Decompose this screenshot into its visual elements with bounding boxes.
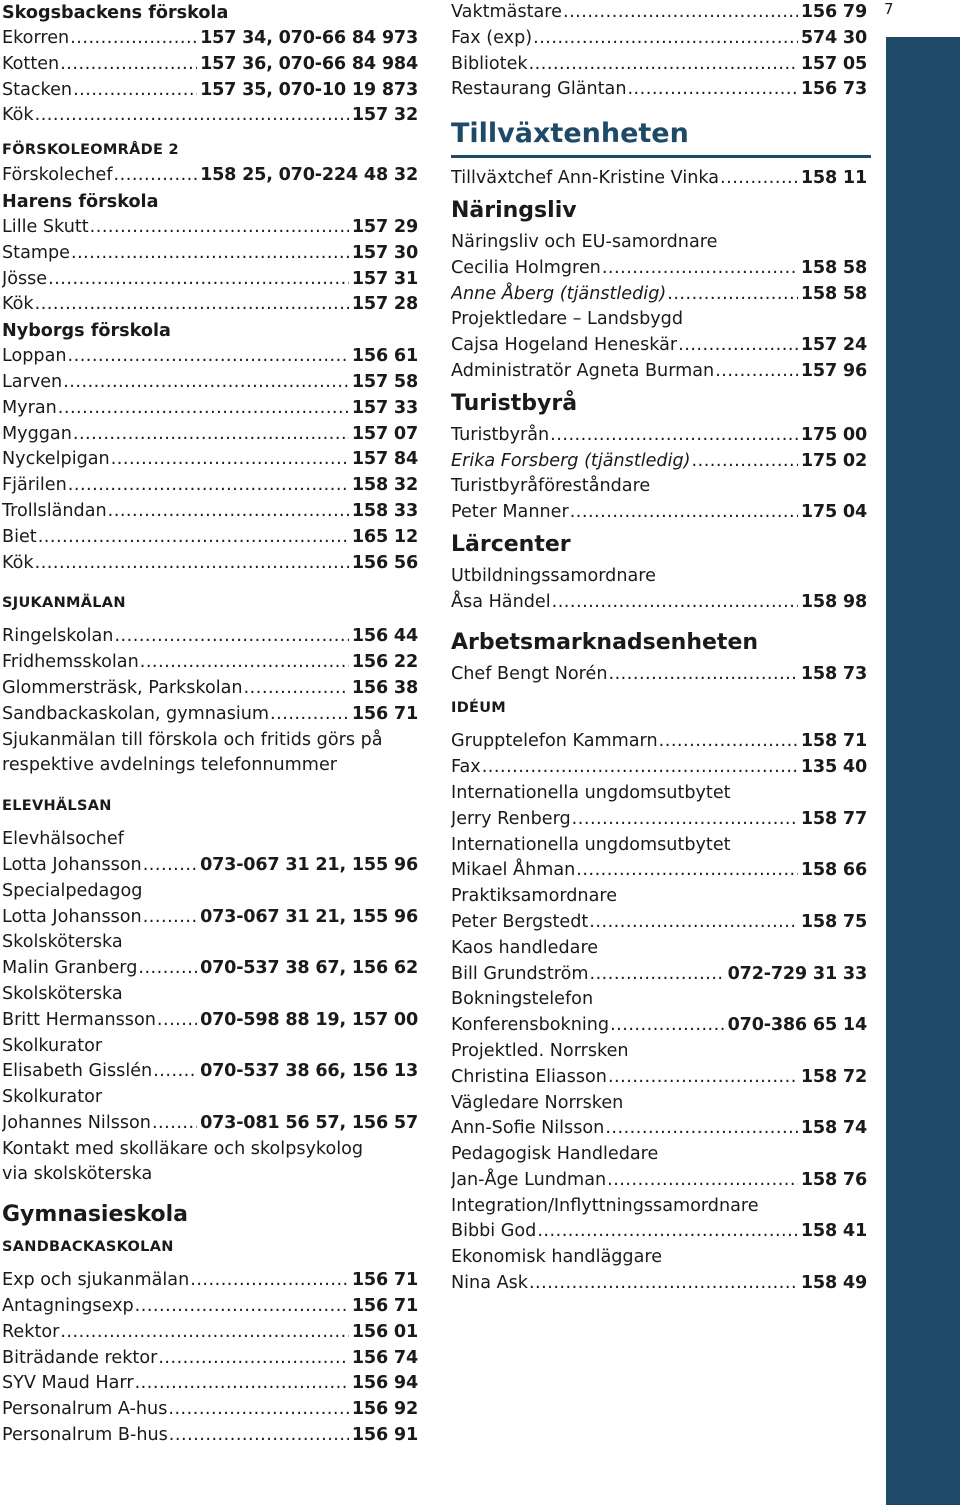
section-title-harens: Harens förskola xyxy=(2,191,159,212)
section-title-arbetsmarknadsenheten: Arbetsmarknadsenheten xyxy=(451,629,759,655)
entry-name: Kök xyxy=(2,552,34,573)
entry-number: 070-598 88 19, 157 00 xyxy=(200,1009,418,1030)
entry-number: 073-067 31 21, 155 96 xyxy=(200,906,418,927)
dot-leader xyxy=(570,500,798,526)
directory-row xyxy=(451,1168,867,1194)
entry-name: Sandbackaskolan, gymnasium xyxy=(2,703,270,724)
directory-row xyxy=(2,1423,418,1449)
entry-number: 156 71 xyxy=(351,1296,418,1317)
entry-name: Biträdande rektor xyxy=(2,1347,158,1368)
entry-name: Erika Forsberg (tjänstledig) xyxy=(451,450,691,471)
role-label: Skolkurator xyxy=(2,1087,103,1108)
page-number: 7 xyxy=(884,0,894,18)
entry-name: Ringelskolan xyxy=(2,626,114,647)
note-text: via skolsköterska xyxy=(2,1164,153,1185)
entry-number: 158 33 xyxy=(351,500,418,521)
dot-leader xyxy=(529,52,798,78)
entry-number: 157 34, 070-66 84 973 xyxy=(200,28,418,48)
directory-row xyxy=(2,1111,418,1137)
directory-row xyxy=(2,370,418,396)
directory-row xyxy=(451,962,867,988)
directory-row xyxy=(2,103,418,129)
directory-row xyxy=(2,215,418,241)
entry-name: Cajsa Hogeland Heneskär xyxy=(451,335,678,356)
entry-number: 070-537 38 67, 156 62 xyxy=(200,958,418,979)
directory-row xyxy=(451,755,867,781)
entry-name: Jerry Renberg xyxy=(451,808,571,829)
entry-number: 156 79 xyxy=(800,2,867,22)
entry-number: 157 31 xyxy=(351,268,418,289)
directory-row xyxy=(451,662,867,688)
entry-number: 158 49 xyxy=(800,1273,867,1294)
directory-row xyxy=(2,163,418,189)
section-title-skogsbacken: Skogsbackens förskola xyxy=(2,3,229,23)
section-title-elevhalsan: ELEVHÄLSAN xyxy=(2,798,112,815)
entry-name: Tillväxtchef Ann-Kristine Vinka xyxy=(451,168,720,189)
section-title-nyborgs: Nyborgs förskola xyxy=(2,321,171,342)
nyborgs-list xyxy=(2,344,418,576)
dot-leader xyxy=(158,1346,349,1372)
role-label: Vägledare Norrsken xyxy=(451,1092,624,1113)
role-label: Integration/Inflyttningssamordnare xyxy=(451,1195,759,1216)
entry-name: Kotten xyxy=(2,53,60,74)
entry-name: Larven xyxy=(2,371,63,392)
entry-number: 156 74 xyxy=(351,1347,418,1368)
skogsbacken-list xyxy=(2,26,418,129)
entry-number: 574 30 xyxy=(800,27,867,48)
directory-row xyxy=(2,853,418,879)
directory-row xyxy=(451,1065,867,1091)
entry-number: 175 04 xyxy=(800,502,867,523)
role-label: Projektled. Norrsken xyxy=(451,1040,629,1061)
dot-leader xyxy=(552,590,798,616)
directory-row xyxy=(451,590,867,616)
dot-leader xyxy=(35,551,349,577)
role-label: Näringsliv och EU-samordnare xyxy=(451,231,718,252)
entry-name: Åsa Händel xyxy=(451,591,551,612)
entry-number: 156 71 xyxy=(351,1270,418,1291)
entry-name: Antagningsexp xyxy=(2,1296,134,1317)
entry-number: 156 22 xyxy=(351,652,418,673)
entry-number: 157 07 xyxy=(351,423,418,444)
section-title-sjukanmalan: SJUKANMÄLAN xyxy=(2,595,126,612)
directory-row xyxy=(451,333,867,359)
directory-row xyxy=(451,807,867,833)
entry-number: 158 32 xyxy=(351,475,418,496)
entry-number: 175 00 xyxy=(800,424,867,445)
dot-leader xyxy=(667,282,798,308)
directory-row xyxy=(451,26,867,52)
dot-leader xyxy=(153,1059,197,1085)
note-text: Kontakt med skolläkare och skolpsykolog xyxy=(2,1138,364,1159)
role-label: Pedagogisk Handledare xyxy=(451,1144,659,1165)
left-column xyxy=(2,0,418,1449)
entry-number: 157 33 xyxy=(351,397,418,418)
entry-number: 157 35, 070-10 19 873 xyxy=(200,79,418,100)
directory-row xyxy=(2,1294,418,1320)
dot-leader xyxy=(533,26,798,52)
entry-number: 156 56 xyxy=(351,552,418,573)
dot-leader xyxy=(48,267,349,293)
dot-leader xyxy=(73,422,349,448)
entry-name: Myggan xyxy=(2,423,72,444)
dot-leader xyxy=(270,702,349,728)
entry-number: 157 28 xyxy=(351,294,418,315)
directory-row xyxy=(2,396,418,422)
entry-number: 158 11 xyxy=(800,168,867,189)
directory-row xyxy=(2,702,418,728)
directory-row xyxy=(2,1008,418,1034)
role-label: Skolsköterska xyxy=(2,983,123,1004)
role-label: Elevhälsochef xyxy=(2,829,124,850)
directory-row xyxy=(2,26,418,52)
directory-row xyxy=(451,1013,867,1039)
entry-number: 070-537 38 66, 156 13 xyxy=(200,1061,418,1082)
directory-row xyxy=(451,256,867,282)
dot-leader xyxy=(607,1168,798,1194)
dot-leader xyxy=(720,166,798,192)
entry-number: 158 41 xyxy=(800,1221,867,1242)
directory-row xyxy=(2,650,418,676)
note-text: respektive avdelnings telefonnummer xyxy=(2,755,338,776)
dot-leader xyxy=(572,807,798,833)
entry-number: 156 71 xyxy=(351,703,418,724)
section-title-turistbyra: Turistbyrå xyxy=(451,390,578,416)
directory-row xyxy=(2,624,418,650)
directory-row xyxy=(451,729,867,755)
dot-leader xyxy=(35,292,349,318)
dot-leader xyxy=(68,344,349,370)
dot-leader xyxy=(38,525,349,551)
entry-name: Elisabeth Gisslén xyxy=(2,1061,153,1082)
entry-number: 157 32 xyxy=(351,105,418,126)
role-label: Bokningstelefon xyxy=(451,989,594,1010)
directory-row xyxy=(2,1346,418,1372)
dot-leader xyxy=(135,1294,349,1320)
role-label: Internationella ungdomsutbytet xyxy=(451,834,731,855)
entry-number: 073-067 31 21, 155 96 xyxy=(200,854,418,875)
dot-leader xyxy=(157,1008,197,1034)
entry-name: SYV Maud Harr xyxy=(2,1373,134,1394)
dot-leader xyxy=(143,905,197,931)
entry-name: Stampe xyxy=(2,242,70,263)
entry-name: Loppan xyxy=(2,346,67,367)
entry-number: 070-386 65 14 xyxy=(727,1015,867,1036)
dot-leader xyxy=(550,423,798,449)
directory-row xyxy=(451,359,867,385)
entry-name: Biet xyxy=(2,526,37,547)
directory-row xyxy=(2,676,418,702)
role-label: Praktiksamordnare xyxy=(451,886,618,907)
directory-row xyxy=(2,78,418,104)
entry-name: Christina Eliasson xyxy=(451,1066,607,1087)
dot-leader xyxy=(152,1111,197,1137)
harens-list xyxy=(2,215,418,318)
entry-number: 157 24 xyxy=(800,335,867,356)
directory-row xyxy=(451,77,867,103)
entry-name: Ekorren xyxy=(2,28,70,48)
entry-name: Kök xyxy=(2,294,34,315)
dot-leader xyxy=(63,370,349,396)
directory-row xyxy=(2,292,418,318)
entry-name: Förskolechef xyxy=(2,165,113,186)
entry-number: 158 74 xyxy=(800,1118,867,1139)
role-label: Specialpedagog xyxy=(2,880,143,901)
directory-row xyxy=(2,344,418,370)
directory-row xyxy=(451,166,867,192)
entry-name: Restaurang Gläntan xyxy=(451,79,627,100)
directory-row xyxy=(2,473,418,499)
dot-leader xyxy=(605,1116,798,1142)
dot-leader xyxy=(589,962,724,988)
note-text: Sjukanmälan till förskola och fritids görs på xyxy=(2,729,383,750)
entry-number: 157 58 xyxy=(351,371,418,392)
directory-row xyxy=(2,905,418,931)
dot-leader xyxy=(715,359,798,385)
dot-leader xyxy=(608,1065,798,1091)
dot-leader xyxy=(190,1268,349,1294)
school-misc-list xyxy=(451,0,867,103)
dot-leader xyxy=(576,858,798,884)
dot-leader xyxy=(111,447,349,473)
entry-name: Lille Skutt xyxy=(2,216,89,237)
directory-row xyxy=(451,910,867,936)
section-title-gymnasieskola: Gymnasieskola xyxy=(2,1202,189,1228)
entry-name: Peter Manner xyxy=(451,502,569,523)
entry-name: Glommersträsk, Parkskolan xyxy=(2,677,243,698)
entry-number: 158 73 xyxy=(800,663,867,684)
dot-leader xyxy=(70,26,197,52)
entry-name: Fjärilen xyxy=(2,475,67,496)
dot-leader xyxy=(529,1271,798,1297)
entry-number: 156 38 xyxy=(351,677,418,698)
directory-row xyxy=(451,282,867,308)
role-label: Turistbyråföreståndare xyxy=(451,476,651,497)
entry-name: Britt Hermansson xyxy=(2,1009,156,1030)
dot-leader xyxy=(114,163,198,189)
entry-name: Fridhemsskolan xyxy=(2,652,139,673)
section-title-omrade2: FÖRSKOLEOMRÅDE 2 xyxy=(2,142,179,159)
entry-number: 156 44 xyxy=(351,626,418,647)
directory-row xyxy=(2,525,418,551)
entry-name: Mikael Åhman xyxy=(451,860,576,881)
directory-row xyxy=(451,449,867,475)
entry-name: Fax (exp) xyxy=(451,27,533,48)
role-label: Skolsköterska xyxy=(2,932,123,953)
entry-name: Bill Grundström xyxy=(451,963,589,984)
dot-leader xyxy=(609,662,798,688)
section-title-tillvaxtenheten: Tillväxtenheten xyxy=(451,103,871,158)
dot-leader xyxy=(537,1219,798,1245)
entry-name: Administratör Agneta Burman xyxy=(451,360,715,381)
directory-row xyxy=(2,267,418,293)
entry-number: 135 40 xyxy=(800,757,867,778)
entry-name: Chef Bengt Norén xyxy=(451,663,608,684)
dot-leader xyxy=(602,256,798,282)
entry-number: 156 61 xyxy=(351,346,418,367)
section-title-ideum: IDÉUM xyxy=(451,700,507,717)
entry-number: 156 91 xyxy=(351,1425,418,1446)
dot-leader xyxy=(563,0,798,26)
directory-row xyxy=(451,1271,867,1297)
entry-number: 157 36, 070-66 84 984 xyxy=(200,53,418,74)
entry-number: 158 58 xyxy=(800,257,867,278)
dot-leader xyxy=(68,473,349,499)
entry-number: 158 66 xyxy=(800,860,867,881)
entry-name: Konferensbokning xyxy=(451,1015,610,1036)
sandbackaskolan-list xyxy=(2,1268,418,1449)
entry-name: Rektor xyxy=(2,1321,60,1342)
dot-leader xyxy=(678,333,798,359)
directory-row xyxy=(2,52,418,78)
entry-name: Lotta Johansson xyxy=(2,906,142,927)
directory-row xyxy=(451,858,867,884)
directory-row xyxy=(2,1320,418,1346)
dot-leader xyxy=(482,755,798,781)
directory-row xyxy=(451,1116,867,1142)
entry-number: 158 72 xyxy=(800,1066,867,1087)
dot-leader xyxy=(35,103,349,129)
entry-number: 072-729 31 33 xyxy=(727,963,867,984)
entry-name: Trollsländan xyxy=(2,500,107,521)
dot-leader xyxy=(60,1320,349,1346)
entry-name: Ann-Sofie Nilsson xyxy=(451,1118,605,1139)
entry-name: Nyckelpigan xyxy=(2,449,110,470)
directory-row xyxy=(451,500,867,526)
entry-name: Nina Ask xyxy=(451,1273,528,1294)
entry-name: Jan-Åge Lundman xyxy=(451,1169,607,1190)
entry-number: 156 01 xyxy=(351,1321,418,1342)
entry-number: 158 77 xyxy=(800,808,867,829)
entry-name: Turistbyrån xyxy=(451,424,550,445)
entry-name: Johannes Nilsson xyxy=(2,1112,151,1133)
entry-name: Fax xyxy=(451,757,481,778)
dot-leader xyxy=(138,956,197,982)
dot-leader xyxy=(589,910,798,936)
dot-leader xyxy=(135,1371,349,1397)
section-title-naringsliv: Näringsliv xyxy=(451,197,577,223)
dot-leader xyxy=(627,77,797,103)
directory-row xyxy=(2,447,418,473)
entry-number: 156 73 xyxy=(800,79,867,100)
directory-row xyxy=(451,52,867,78)
entry-name: Bibliotek xyxy=(451,53,528,74)
dot-leader xyxy=(58,396,349,422)
entry-number: 165 12 xyxy=(351,526,418,547)
side-color-band xyxy=(886,37,960,1505)
directory-row xyxy=(2,1371,418,1397)
role-label: Skolkurator xyxy=(2,1035,103,1056)
directory-row xyxy=(2,1059,418,1085)
directory-row xyxy=(2,1397,418,1423)
directory-row xyxy=(2,1268,418,1294)
dot-leader xyxy=(168,1397,348,1423)
directory-row xyxy=(451,423,867,449)
dot-leader xyxy=(244,676,349,702)
dot-leader xyxy=(659,729,798,755)
role-label: Projektledare – Landsbygd xyxy=(451,309,684,330)
entry-number: 158 76 xyxy=(800,1169,867,1190)
entry-name: Personalrum A-hus xyxy=(2,1399,168,1420)
dot-leader xyxy=(108,499,349,525)
dot-leader xyxy=(140,650,349,676)
entry-name: Myran xyxy=(2,397,57,418)
dot-leader xyxy=(610,1013,725,1039)
directory-row xyxy=(451,1219,867,1245)
entry-number: 158 25, 070-224 48 32 xyxy=(200,165,418,186)
entry-name: Jösse xyxy=(2,268,48,289)
directory-row xyxy=(2,241,418,267)
role-label: Kaos handledare xyxy=(451,937,599,958)
entry-name: Cecilia Holmgren xyxy=(451,257,601,278)
entry-number: 157 84 xyxy=(351,449,418,470)
entry-number: 157 29 xyxy=(351,216,418,237)
role-label: Internationella ungdomsutbytet xyxy=(451,782,731,803)
section-title-sandbackaskolan: SANDBACKASKOLAN xyxy=(2,1239,174,1256)
entry-number: 158 98 xyxy=(800,591,867,612)
entry-name: Personalrum B-hus xyxy=(2,1425,168,1446)
dot-leader xyxy=(71,241,349,267)
directory-row xyxy=(451,0,867,26)
entry-number: 157 05 xyxy=(800,53,867,74)
entry-name: Anne Åberg (tjänstledig) xyxy=(451,283,667,304)
entry-name: Grupptelefon Kammarn xyxy=(451,731,658,752)
dot-leader xyxy=(114,624,348,650)
directory-row xyxy=(2,422,418,448)
directory-row xyxy=(2,499,418,525)
entry-name: Lotta Johansson xyxy=(2,854,142,875)
entry-number: 156 92 xyxy=(351,1399,418,1420)
entry-name: Malin Granberg xyxy=(2,958,138,979)
right-column xyxy=(451,0,867,1297)
entry-name: Vaktmästare xyxy=(451,2,562,22)
sjukanmalan-list xyxy=(2,624,418,727)
directory-row xyxy=(2,956,418,982)
entry-name: Exp och sjukanmälan xyxy=(2,1270,190,1291)
entry-name: Peter Bergstedt xyxy=(451,911,589,932)
entry-number: 158 58 xyxy=(800,283,867,304)
role-label: Ekonomisk handläggare xyxy=(451,1247,663,1268)
entry-number: 175 02 xyxy=(800,450,867,471)
entry-number: 073-081 56 57, 156 57 xyxy=(200,1112,418,1133)
entry-name: Bibbi God xyxy=(451,1221,537,1242)
dot-leader xyxy=(169,1423,349,1449)
entry-number: 157 30 xyxy=(351,242,418,263)
dot-leader xyxy=(60,52,197,78)
dot-leader xyxy=(692,449,798,475)
dot-leader xyxy=(143,853,197,879)
entry-number: 157 96 xyxy=(800,360,867,381)
entry-number: 156 94 xyxy=(351,1373,418,1394)
section-title-larcenter: Lärcenter xyxy=(451,531,571,557)
entry-number: 158 75 xyxy=(800,911,867,932)
entry-number: 158 71 xyxy=(800,731,867,752)
dot-leader xyxy=(90,215,349,241)
role-label: Utbildningssamordnare xyxy=(451,565,656,586)
dot-leader xyxy=(73,78,197,104)
entry-name: Stacken xyxy=(2,79,73,100)
directory-row xyxy=(2,551,418,577)
entry-name: Kök xyxy=(2,105,34,126)
